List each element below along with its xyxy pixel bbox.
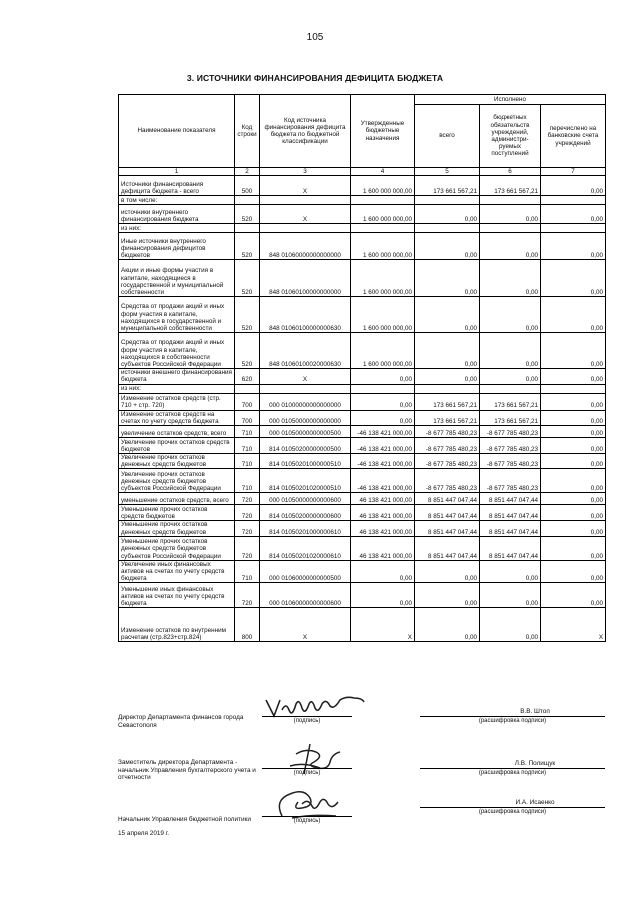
row-name: из них: [119,384,235,393]
table-row [119,205,606,224]
row-approved: 46 138 421 000,00 [351,505,415,521]
table-row [119,426,606,438]
row-total: 0,00 [415,260,480,297]
row-name: Уменьшение иных финансовых активов на счетах по учету средств бюджета [119,583,235,608]
header-institutions: бюджетных обязательств учреждений, администри-руемых поступлений [480,105,541,168]
row-total: 0,00 [415,608,480,642]
row-institutions: 0,00 [480,560,541,583]
page-title: 3. ИСТОЧНИКИ ФИНАНСИРОВАНИЯ ДЕФИЦИТА БЮДЖЕТА [186,73,444,83]
budget-signature-line [262,816,352,817]
row-source-code [260,224,351,233]
row-approved: 0,00 [351,560,415,583]
row-source-code: X [260,608,351,642]
row-total: 173 661 567,21 [415,393,480,410]
row-total: -8 677 785 480,23 [415,454,480,469]
table-row [119,583,606,608]
table-row [119,608,606,642]
row-approved: -46 138 421 000,00 [351,469,415,493]
row-approved: -46 138 421 000,00 [351,438,415,454]
row-source-code: 814 01050201000000610 [260,521,351,536]
row-bank-accounts: 0,00 [541,493,606,505]
row-name: Увеличение иных финансовых активов на счетах по учету средств бюджета [119,560,235,583]
column-number: 4 [351,168,415,176]
row-line-code: 700 [235,393,260,410]
row-bank-accounts: X [541,608,606,642]
row-source-code: 000 01050000000000600 [260,493,351,505]
row-line-code: 720 [235,536,260,560]
row-name: источники внутреннего финансирования бюджета [119,205,235,224]
row-institutions: 8 851 447 047,44 [480,521,541,536]
row-source-code: 814 01050201020000610 [260,536,351,560]
row-approved: X [351,608,415,642]
row-total: 0,00 [415,233,480,260]
column-number: 7 [541,168,606,176]
decoding-caption: (расшифровка подписи) [478,718,547,724]
row-source-code: 814 01050200000000600 [260,505,351,521]
row-source-code: X [260,369,351,384]
row-name: Изменение остатков по внутренним расчетам (стр.823+стр.824) [119,608,235,642]
table-row [119,469,606,493]
row-source-code: 814 01050200000000500 [260,438,351,454]
table-row [119,521,606,536]
row-line-code: 720 [235,493,260,505]
row-source-code: 848 01060000000000000 [260,233,351,260]
row-institutions [480,224,541,233]
row-line-code: 710 [235,438,260,454]
row-institutions: 0,00 [480,205,541,224]
column-number: 3 [260,168,351,176]
row-institutions: 8 851 447 047,44 [480,493,541,505]
deputy-title: Заместитель директора Департамента - начальник Управления бухгалтерского учета и отчетности [118,759,256,782]
row-line-code: 710 [235,469,260,493]
table-row [119,196,606,205]
row-line-code: 500 [235,176,260,196]
row-line-code [235,384,260,393]
director-decoding-line [420,716,605,717]
row-bank-accounts: 0,00 [541,505,606,521]
row-source-code: 000 01060000000000600 [260,583,351,608]
row-name: Источники финансирования дефицита бюджета - всего [119,176,235,196]
row-name: Увеличение прочих остатков денежных средств бюджетов [119,454,235,469]
row-approved: 46 138 421 000,00 [351,493,415,505]
row-approved: -46 138 421 000,00 [351,454,415,469]
row-source-code: 848 01060100020000630 [260,333,351,369]
row-institutions [480,384,541,393]
row-institutions: -8 677 785 480,23 [480,469,541,493]
header-approved: Утвержденные бюджетные назначения [351,95,415,168]
row-line-code: 520 [235,260,260,297]
row-name: Изменение остатков средств на счетах по учету средств бюджета [119,410,235,425]
row-institutions: 173 661 567,21 [480,176,541,196]
row-total [415,384,480,393]
row-bank-accounts [541,196,606,205]
row-approved: 1 600 000 000,00 [351,260,415,297]
row-bank-accounts: 0,00 [541,536,606,560]
row-institutions: 0,00 [480,608,541,642]
budget-title: Начальник Управления бюджетной политики [118,816,251,823]
row-approved: 46 138 421 000,00 [351,521,415,536]
row-approved: 0,00 [351,369,415,384]
row-bank-accounts: 0,00 [541,205,606,224]
row-total: 0,00 [415,583,480,608]
row-bank-accounts: 0,00 [541,176,606,196]
row-institutions: 0,00 [480,233,541,260]
row-institutions [480,196,541,205]
column-number: 2 [235,168,260,176]
row-source-code: 000 01050000000000500 [260,426,351,438]
row-total: 0,00 [415,297,480,333]
header-bank-accounts: перечислено на банковские счета учреждений [541,105,606,168]
row-name: Увеличение прочих остатков денежных средств бюджетов субъектов Российской Федерации [119,469,235,493]
row-approved: 46 138 421 000,00 [351,536,415,560]
row-name: Средства от продажи акций и иных форм участия в капитале, находящихся в государственной и муниципальной собственности [119,297,235,333]
row-institutions: 173 661 567,21 [480,410,541,425]
row-line-code: 710 [235,454,260,469]
decoding-caption: (расшифровка подписи) [478,809,547,815]
row-approved: 1 600 000 000,00 [351,176,415,196]
row-institutions: 0,00 [480,260,541,297]
row-source-code: 814 01050201000000510 [260,454,351,469]
row-line-code: 720 [235,521,260,536]
row-bank-accounts: 0,00 [541,583,606,608]
director-name: В.В. Штоп [520,708,550,715]
table-row [119,384,606,393]
row-name: Иные источники внутреннего финансирования дефицитов бюджетов [119,233,235,260]
row-total: -8 677 785 480,23 [415,438,480,454]
deputy-name: Л.В. Полищук [514,760,556,767]
table-row [119,536,606,560]
page-number: 105 [306,32,324,43]
row-source-code: 848 01060100000000630 [260,297,351,333]
table-row [119,260,606,297]
budget-name: И.А. Исаенко [515,799,555,806]
row-institutions: -8 677 785 480,23 [480,438,541,454]
row-name: Уменьшение прочих остатков денежных средств бюджетов субъектов Российской Федерации [119,536,235,560]
decoding-caption: (расшифровка подписи) [478,770,547,776]
column-number: 5 [415,168,480,176]
row-approved [351,196,415,205]
row-bank-accounts: 0,00 [541,260,606,297]
row-institutions: 8 851 447 047,44 [480,536,541,560]
row-total: 8 851 447 047,44 [415,505,480,521]
row-approved: 1 600 000 000,00 [351,233,415,260]
row-source-code: 000 01000000000000000 [260,393,351,410]
table-row [119,393,606,410]
table-row [119,233,606,260]
row-bank-accounts: 0,00 [541,469,606,493]
row-name: Акции и иные формы участия в капитале, находящиеся в государственной и муниципальной собственности [119,260,235,297]
row-line-code: 520 [235,297,260,333]
row-line-code: 710 [235,560,260,583]
row-line-code: 520 [235,333,260,369]
header-executed: Исполнено [415,95,606,105]
row-approved: 0,00 [351,583,415,608]
row-bank-accounts: 0,00 [541,410,606,425]
row-total: 8 851 447 047,44 [415,521,480,536]
row-institutions: 0,00 [480,297,541,333]
row-bank-accounts: 0,00 [541,560,606,583]
row-total: 0,00 [415,560,480,583]
row-institutions: -8 677 785 480,23 [480,426,541,438]
row-bank-accounts: 0,00 [541,369,606,384]
header-total: всего [415,105,480,168]
row-bank-accounts: 0,00 [541,233,606,260]
header-name: Наименование показателя [119,95,235,168]
row-bank-accounts: 0,00 [541,297,606,333]
signature-caption: (подпись) [293,718,321,724]
financing-sources-table [118,94,606,642]
row-approved: 0,00 [351,410,415,425]
row-total: 173 661 567,21 [415,176,480,196]
row-source-code: 848 01060100000000000 [260,260,351,297]
director-title: Директор Департамента финансов города Севастополя [118,714,244,729]
row-line-code: 720 [235,505,260,521]
row-name: увеличение остатков средств, всего [119,426,235,438]
row-bank-accounts: 0,00 [541,438,606,454]
budget-decoding-line [420,807,605,808]
row-total: 0,00 [415,205,480,224]
row-approved [351,224,415,233]
row-name: Средства от продажи акций и иных форм участия в капитале, находящихся в собственности субъектов Российской Федерации [119,333,235,369]
table-row [119,410,606,425]
table-body [119,176,606,642]
row-name: Уменьшение прочих остатков денежных средств бюджетов [119,521,235,536]
row-institutions: 8 851 447 047,44 [480,505,541,521]
row-line-code [235,196,260,205]
row-bank-accounts: 0,00 [541,426,606,438]
row-institutions: 173 661 567,21 [480,393,541,410]
table-row [119,369,606,384]
row-total: 173 661 567,21 [415,410,480,425]
row-line-code: 520 [235,205,260,224]
row-name: Уменьшение прочих остатков средств бюджетов [119,505,235,521]
table-row [119,297,606,333]
director-signature-line [262,716,352,717]
row-line-code [235,224,260,233]
header-source-code: Код источника финансирования дефицита бюджета по бюджетной классификации [260,95,351,168]
table-row [119,224,606,233]
deputy-decoding-line [420,768,605,769]
row-total [415,224,480,233]
row-total: 8 851 447 047,44 [415,536,480,560]
row-source-code [260,384,351,393]
row-bank-accounts: 0,00 [541,393,606,410]
row-source-code: 000 01060000000000500 [260,560,351,583]
row-source-code: X [260,205,351,224]
row-approved: 0,00 [351,393,415,410]
row-total: 0,00 [415,369,480,384]
row-bank-accounts: 0,00 [541,333,606,369]
row-name: источники внешнего финансирования бюджета [119,369,235,384]
row-name: Увеличение прочих остатков средств бюджетов [119,438,235,454]
column-number: 6 [480,168,541,176]
table-row [119,560,606,583]
signature-caption: (подпись) [293,770,321,776]
row-total: -8 677 785 480,23 [415,426,480,438]
row-name: Изменение остатков средств (стр. 710 + стр. 720) [119,393,235,410]
row-source-code: 000 01050000000000000 [260,410,351,425]
column-number: 1 [119,168,235,176]
row-approved: -46 138 421 000,00 [351,426,415,438]
header-line-code: Код строки [235,95,260,168]
row-line-code: 620 [235,369,260,384]
column-number-row [119,168,606,176]
table-row [119,333,606,369]
report-date: 15 апреля 2019 г. [118,830,170,837]
row-line-code: 720 [235,583,260,608]
row-source-code: X [260,176,351,196]
row-bank-accounts [541,224,606,233]
row-total: -8 677 785 480,23 [415,469,480,493]
row-approved: 1 600 000 000,00 [351,205,415,224]
signature-caption: (подпись) [293,818,321,824]
row-institutions: 0,00 [480,333,541,369]
row-institutions: 0,00 [480,583,541,608]
row-total: 8 851 447 047,44 [415,493,480,505]
row-line-code: 520 [235,233,260,260]
table-row [119,438,606,454]
row-name: уменьшение остатков средств, всего [119,493,235,505]
row-bank-accounts: 0,00 [541,454,606,469]
row-approved: 1 600 000 000,00 [351,297,415,333]
table-row [119,493,606,505]
row-institutions: 0,00 [480,369,541,384]
row-approved: 1 600 000 000,00 [351,333,415,369]
row-name: в том числе: [119,196,235,205]
row-bank-accounts [541,384,606,393]
row-name: из них: [119,224,235,233]
table-row [119,176,606,196]
row-line-code: 710 [235,426,260,438]
row-source-code: 814 01050201020000510 [260,469,351,493]
deputy-signature-line [262,768,352,769]
table-row [119,454,606,469]
row-line-code: 800 [235,608,260,642]
row-line-code: 700 [235,410,260,425]
row-bank-accounts: 0,00 [541,521,606,536]
row-institutions: -8 677 785 480,23 [480,454,541,469]
row-source-code [260,196,351,205]
table-row [119,505,606,521]
row-total: 0,00 [415,333,480,369]
row-approved [351,384,415,393]
row-total [415,196,480,205]
